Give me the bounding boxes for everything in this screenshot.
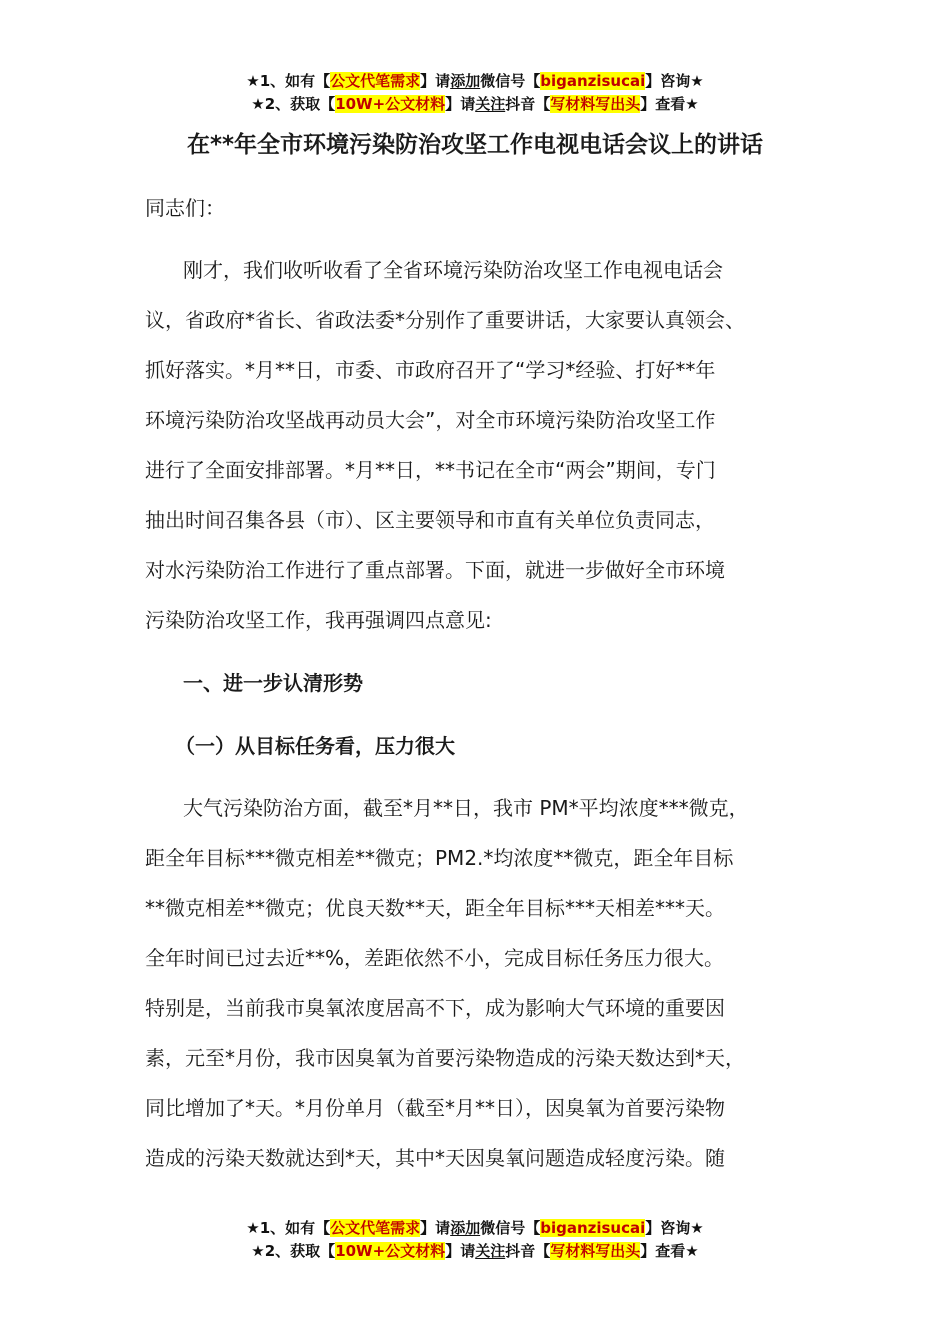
paragraph-line: 抽出时间召集各县（市）、区主要领导和市直有关单位负责同志， bbox=[145, 508, 715, 532]
banner-text: 】查看★ bbox=[640, 1242, 699, 1260]
banner-text: 】请 bbox=[445, 1242, 476, 1260]
paragraph-line: 环境污染防治攻坚战再动员大会”，对全市环境污染防治攻坚工作 bbox=[145, 408, 716, 432]
banner-text: 】咨询★ bbox=[645, 72, 704, 90]
banner-text: ★2、获取【 bbox=[251, 1242, 336, 1260]
paragraph-line: 刚才，我们收听收看了全省环境污染防治攻坚工作电视电话会 bbox=[183, 258, 723, 282]
section-heading: 一、进一步认清形势 bbox=[183, 671, 363, 695]
subsection-heading: （一）从目标任务看，压力很大 bbox=[175, 734, 455, 758]
paragraph-line: 特别是，当前我市臭氧浓度居高不下，成为影响大气环境的重要因 bbox=[145, 996, 725, 1020]
banner-text: ★2、获取【 bbox=[251, 95, 336, 113]
banner-underlined: 添加 bbox=[450, 72, 481, 90]
banner-underlined: 关注 bbox=[475, 1242, 506, 1260]
paragraph-line: 大气污染防治方面，截至*月**日，我市 PM*平均浓度***微克， bbox=[183, 796, 749, 820]
banner-text: 微信号【 bbox=[480, 1219, 541, 1237]
top-banner bbox=[0, 70, 950, 116]
banner-text: ★1、如有【 bbox=[246, 72, 331, 90]
salutation: 同志们： bbox=[145, 196, 225, 220]
document-title: 在**年全市环境污染防治攻坚工作电视电话会议上的讲话 bbox=[186, 132, 764, 158]
banner-text: 】查看★ bbox=[640, 95, 699, 113]
paragraph-line: **微克相差**微克；优良天数**天，距全年目标***天相差***天。 bbox=[145, 896, 725, 920]
paragraph-line: 距全年目标***微克相差**微克；PM2.*均浓度**微克，距全年目标 bbox=[145, 846, 734, 870]
banner-text: 】咨询★ bbox=[645, 1219, 704, 1237]
banner-highlight: biganzisucai bbox=[540, 72, 646, 90]
banner-line-2 bbox=[0, 93, 950, 116]
paragraph-line: 对水污染防治工作进行了重点部署。下面，就进一步做好全市环境 bbox=[145, 558, 725, 582]
bottom-banner bbox=[0, 1217, 950, 1263]
banner-text: 抖音【 bbox=[505, 95, 551, 113]
banner-highlight: biganzisucai bbox=[540, 1219, 646, 1237]
paragraph-line: 进行了全面安排部署。*月**日，**书记在全市“两会”期间，专门 bbox=[145, 458, 716, 482]
banner-text: 抖音【 bbox=[505, 1242, 551, 1260]
banner-highlight: 公文代笔需求 bbox=[330, 72, 421, 90]
paragraph-line: 同比增加了*天。*月份单月（截至*月**日），因臭氧为首要污染物 bbox=[145, 1096, 725, 1120]
banner-highlight: 写材料写出头 bbox=[550, 95, 641, 113]
banner-line-1 bbox=[0, 70, 950, 93]
banner-text: 】请 bbox=[420, 1219, 451, 1237]
paragraph-line: 议，省政府*省长、省政法委*分别作了重要讲话，大家要认真领会、 bbox=[145, 308, 745, 332]
banner-underlined: 添加 bbox=[450, 1219, 481, 1237]
banner-line-2 bbox=[0, 1240, 950, 1263]
banner-text: 微信号【 bbox=[480, 72, 541, 90]
banner-underlined: 关注 bbox=[475, 95, 506, 113]
banner-highlight: 公文代笔需求 bbox=[330, 1219, 421, 1237]
paragraph-line: 造成的污染天数就达到*天，其中*天因臭氧问题造成轻度污染。随 bbox=[145, 1146, 725, 1170]
banner-text: 】请 bbox=[445, 95, 476, 113]
paragraph-line: 抓好落实。*月**日，市委、市政府召开了“学习*经验、打好**年 bbox=[145, 358, 716, 382]
paragraph-line: 污染防治攻坚工作，我再强调四点意见: bbox=[145, 608, 492, 632]
banner-text: ★1、如有【 bbox=[246, 1219, 331, 1237]
banner-line-1 bbox=[0, 1217, 950, 1240]
banner-highlight: 写材料写出头 bbox=[550, 1242, 641, 1260]
banner-highlight: 10W+公文材料 bbox=[335, 1242, 446, 1260]
banner-text: 】请 bbox=[420, 72, 451, 90]
banner-highlight: 10W+公文材料 bbox=[335, 95, 446, 113]
paragraph-line: 全年时间已过去近**%，差距依然不小，完成目标任务压力很大。 bbox=[145, 946, 725, 970]
paragraph-line: 素，元至*月份，我市因臭氧为首要污染物造成的污染天数达到*天， bbox=[145, 1046, 745, 1070]
